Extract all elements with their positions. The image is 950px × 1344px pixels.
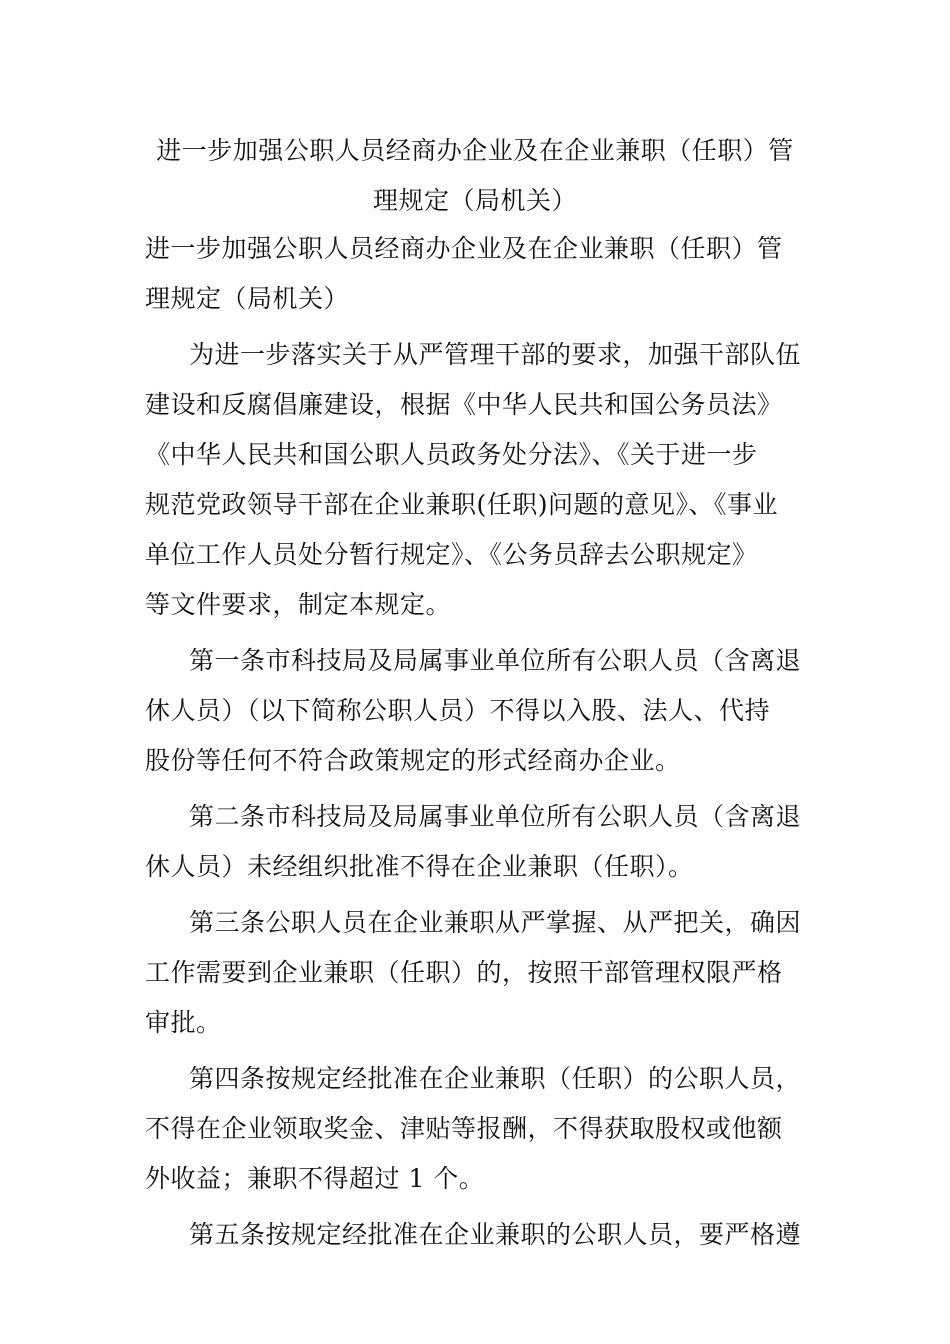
text-line: 单位工作人员处分暂行规定》、《公务员辞去公职规定》 — [145, 540, 758, 569]
paragraph-article-2 — [145, 792, 807, 892]
paragraph-article-3 — [145, 898, 807, 1048]
text-line: 第五条按规定经批准在企业兼职的公职人员，要严格遵 — [189, 1220, 802, 1249]
text-line: 等文件要求，制定本规定。 — [145, 590, 452, 619]
text-line: 工作需要到企业兼职（任职）的，按照干部管理权限严格 — [145, 958, 783, 987]
paragraph-heading — [145, 224, 807, 324]
text-line: 第三条公职人员在企业兼职从严掌握、从严把关，确因 — [189, 908, 802, 937]
text-line: 进一步加强公职人员经商办企业及在企业兼职（任职）管 — [145, 234, 783, 263]
document-body — [145, 224, 807, 1260]
text-line: 理规定（局机关） — [145, 284, 350, 313]
title-line: 理规定（局机关） — [372, 186, 577, 215]
document-title — [145, 126, 805, 226]
text-line: 第四条按规定经批准在企业兼职（任职）的公职人员， — [189, 1064, 802, 1093]
text-line: 第二条市科技局及局属事业单位所有公职人员（含离退 — [189, 802, 802, 831]
text-line: 休人员）未经组织批准不得在企业兼职（任职）。 — [145, 852, 694, 881]
paragraph-preamble — [145, 330, 807, 630]
text-line: 审批。 — [145, 1008, 222, 1037]
text-line: 《中华人民共和国公职人员政务处分法》、《关于进一步 — [145, 440, 758, 469]
title-line: 进一步加强公职人员经商办企业及在企业兼职（任职）管 — [156, 136, 794, 165]
text-line: 建设和反腐倡廉建设，根据《中华人民共和国公务员法》 — [145, 390, 783, 419]
text-line: 规范党政领导干部在企业兼职(任职)问题的意见》、《事业 — [145, 490, 779, 519]
text-line: 股份等任何不符合政策规定的形式经商办企业。 — [145, 746, 681, 775]
text-line: 外收益；兼职不得超过 1 个。 — [145, 1164, 485, 1193]
paragraph-article-5 — [145, 1210, 807, 1260]
text-line: 休人员）（以下简称公职人员）不得以入股、法人、代持 — [145, 696, 771, 725]
paragraph-article-1 — [145, 636, 807, 786]
paragraph-article-4 — [145, 1054, 807, 1204]
text-line: 第一条市科技局及局属事业单位所有公职人员（含离退 — [189, 646, 802, 675]
text-line: 为进一步落实关于从严管理干部的要求，加强干部队伍 — [189, 340, 802, 369]
text-line: 不得在企业领取奖金、津贴等报酬，不得获取股权或他额 — [145, 1114, 783, 1143]
